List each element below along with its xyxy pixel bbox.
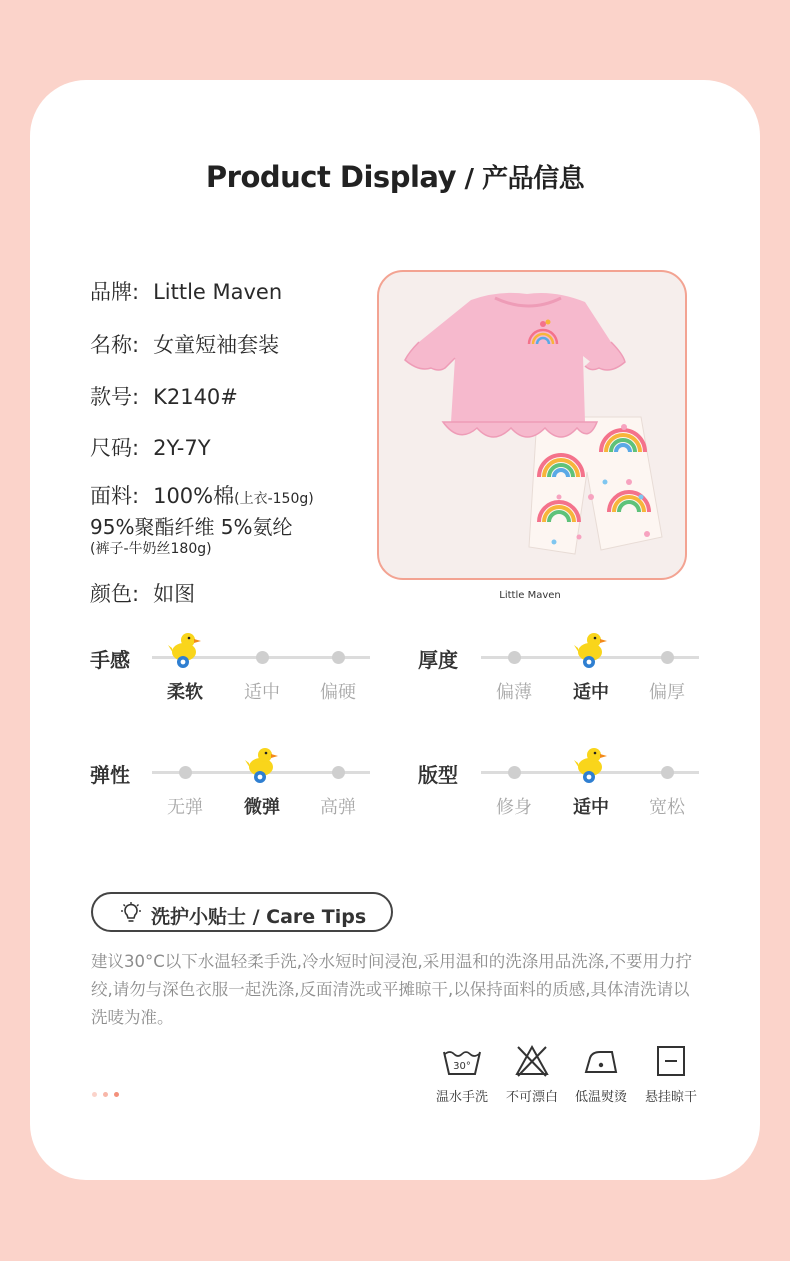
scale-dot <box>661 651 674 664</box>
page-dot-3 <box>114 1092 119 1097</box>
lightbulb-icon <box>119 901 143 925</box>
scale-dot <box>256 651 269 664</box>
info-brand <box>90 276 282 306</box>
size-label: 尺码: <box>90 436 140 460</box>
attribute-name: 弹性 <box>90 763 130 787</box>
hand-wash-icon <box>442 1044 482 1078</box>
scale-dot <box>508 766 521 779</box>
page-dot-2 <box>103 1092 108 1097</box>
fabric-note: (上衣-150g) <box>234 491 314 507</box>
scale-option-label: 偏薄 <box>496 682 532 703</box>
product-image <box>379 272 685 578</box>
scale-option-label: 修身 <box>496 797 532 818</box>
scale-option-label: 柔软 <box>167 682 203 703</box>
info-sku <box>90 381 238 411</box>
low-iron-icon <box>582 1044 620 1078</box>
title-sep: / <box>455 164 483 194</box>
scale-option-label: 高弹 <box>320 797 356 818</box>
info-color <box>90 578 195 608</box>
scale-dot <box>661 766 674 779</box>
attribute-name: 手感 <box>90 648 130 672</box>
info-name <box>90 329 279 359</box>
care-tips-pill <box>91 892 393 932</box>
scale-dot <box>332 766 345 779</box>
duck-marker-icon <box>167 631 203 671</box>
wash-temp-label: 30° <box>453 1061 471 1072</box>
scale-option-label: 适中 <box>573 797 609 818</box>
scale-dot <box>179 766 192 779</box>
sku-label: 款号: <box>90 385 140 409</box>
duck-marker-icon <box>244 746 280 786</box>
info-size <box>90 432 211 462</box>
page-dot-1 <box>92 1092 97 1097</box>
no-bleach-label: 不可漂白 <box>505 1090 558 1105</box>
color-value: 如图 <box>153 582 196 606</box>
scale-option-label: 宽松 <box>649 797 685 818</box>
scale-option-label: 适中 <box>244 682 280 703</box>
scale-option-label: 偏厚 <box>649 682 685 703</box>
fabric-line3: (裤子-牛奶丝180g) <box>90 541 212 557</box>
duck-marker-icon <box>573 746 609 786</box>
tshirt-image <box>405 293 625 437</box>
scale-option-label: 微弹 <box>244 797 280 818</box>
scale-option-label: 适中 <box>573 682 609 703</box>
scale-dot <box>508 651 521 664</box>
photo-caption: Little Maven <box>499 590 561 601</box>
fabric-line2: 95%聚酯纤维 5%氨纶 <box>90 515 293 539</box>
color-label: 颜色: <box>90 582 140 606</box>
size-value: 2Y-7Y <box>153 436 211 460</box>
scale-option-label: 无弹 <box>167 797 203 818</box>
page-title <box>0 158 790 195</box>
care-instructions: 建议30°C以下水温轻柔手洗,冷水短时间浸泡,采用温和的洗涤用品洗涤,不要用力拧绞,请勿与深色衣服一起洗涤,反面清洗或平摊晾干,以保持面料的质感,具体清洗请以洗唛为准。 <box>91 952 693 1027</box>
hang-dry-label: 悬挂晾干 <box>644 1090 697 1105</box>
scale-dot <box>332 651 345 664</box>
scale-option-label: 偏硬 <box>320 682 356 703</box>
sku-value: K2140# <box>153 385 238 409</box>
care-tips-title: 洗护小贴士 / Care Tips <box>151 906 367 928</box>
duck-marker-icon <box>573 631 609 671</box>
low-iron-label: 低温熨烫 <box>574 1090 627 1105</box>
hand-wash-label: 温水手洗 <box>435 1090 488 1105</box>
hang-dry-icon <box>655 1044 687 1078</box>
info-fabric <box>90 480 314 510</box>
brand-label: 品牌: <box>90 280 140 304</box>
fabric-label: 面料: <box>90 484 140 508</box>
name-value: 女童短袖套装 <box>153 333 280 357</box>
product-photo <box>377 270 687 580</box>
fabric-value: 100%棉 <box>153 484 235 508</box>
name-label: 名称: <box>90 333 140 357</box>
attribute-name: 厚度 <box>418 648 458 672</box>
title-en: Product Display <box>205 160 456 194</box>
title-cn: 产品信息 <box>482 164 585 194</box>
brand-value: Little Maven <box>153 280 283 304</box>
no-bleach-icon <box>514 1044 550 1078</box>
attribute-name: 版型 <box>418 763 458 787</box>
shorts-image <box>529 417 662 554</box>
